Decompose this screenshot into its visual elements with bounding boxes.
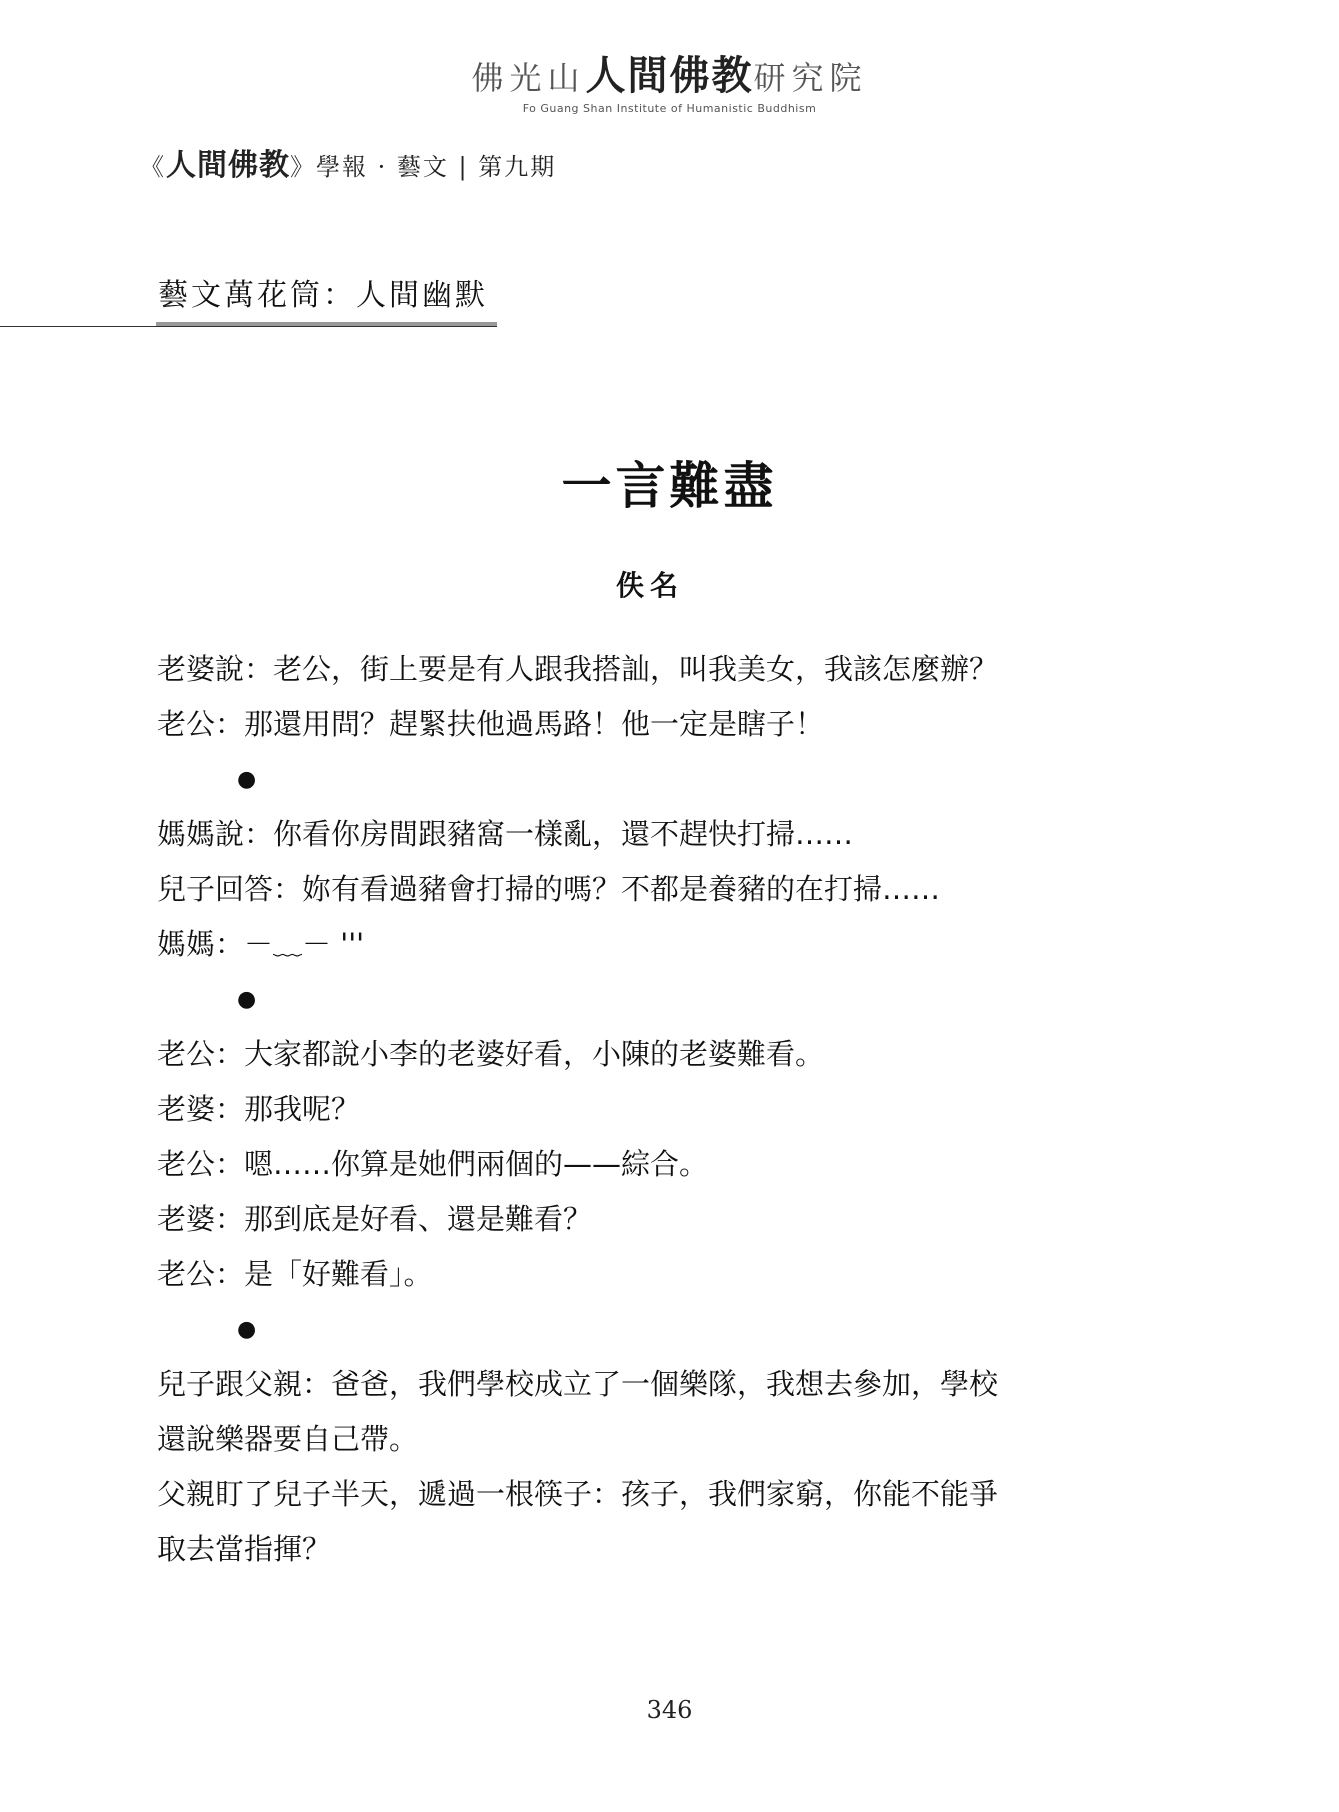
body-line: 媽媽：－﹏－ ''' [157, 927, 365, 961]
body-line: 老公：嗯……你算是她們兩個的——綜合。 [157, 1147, 709, 1181]
section-rule-thick [156, 322, 497, 326]
separator-bullet: ● [237, 987, 257, 1012]
body-line: 老公：大家都說小李的老婆好看，小陳的老婆難看。 [157, 1037, 825, 1071]
article-author: 佚名 [615, 569, 684, 602]
journal-brand: 人間佛教 [166, 148, 290, 183]
body-line: 老公：那還用問？趕緊扶他過馬路！他一定是瞎子！ [157, 707, 825, 741]
institute-suffix: 研究院 [753, 59, 868, 97]
journal-issue-info: 學報 · 藝文 | 第九期 [316, 153, 557, 181]
body-line: 老公：是「好難看」。 [157, 1257, 433, 1291]
section-heading: 藝文萬花筒：人間幽默 [158, 278, 488, 313]
separator-bullet: ● [237, 1317, 257, 1342]
journal-close-bracket: 》 [290, 153, 316, 181]
article-title: 一言難盡 [561, 456, 778, 515]
journal-header [140, 140, 556, 184]
section-rule-thin [0, 326, 497, 327]
body-line: 老婆：那我呢？ [157, 1092, 361, 1126]
article-body [157, 642, 1167, 1577]
journal-open-bracket: 《 [140, 153, 166, 181]
body-line: 老婆說：老公，街上要是有人跟我搭訕，叫我美女，我該怎麼辦？ [157, 652, 999, 686]
institute-header [0, 52, 1339, 115]
institute-name [0, 52, 1339, 100]
body-line: 媽媽說：你看你房間跟豬窩一樣亂，還不趕快打掃…… [157, 817, 854, 851]
institute-prefix: 佛光山 [471, 59, 586, 97]
body-line: 兒子跟父親：爸爸，我們學校成立了一個樂隊，我想去參加，學校 [157, 1367, 999, 1401]
separator-bullet: ● [237, 767, 257, 792]
body-line: 取去當指揮？ [157, 1532, 332, 1566]
institute-english-name: Fo Guang Shan Institute of Humanistic Buddhism [522, 102, 817, 115]
body-line: 老婆：那到底是好看、還是難看？ [157, 1202, 593, 1236]
body-line: 兒子回答：妳有看過豬會打掃的嗎？不都是養豬的在打掃…… [157, 872, 941, 906]
body-line: 父親盯了兒子半天，遞過一根筷子：孩子，我們家窮，你能不能爭 [157, 1477, 999, 1511]
institute-brand-logo: 人間佛教 [585, 52, 754, 99]
page-number: 346 [646, 1696, 693, 1724]
body-line: 還說樂器要自己帶。 [157, 1422, 419, 1456]
